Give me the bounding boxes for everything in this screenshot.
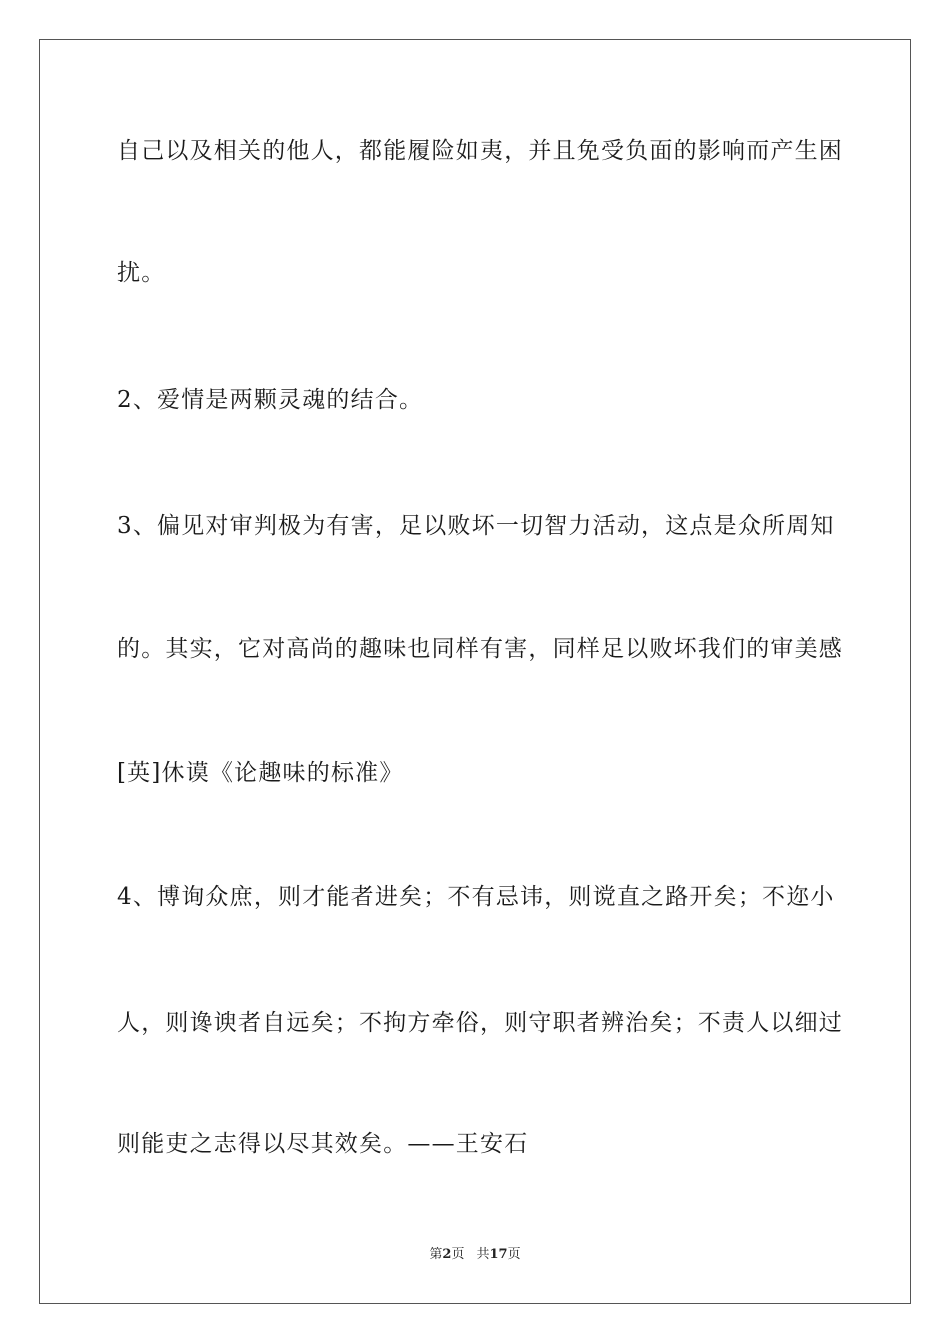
total-pages: 17: [489, 1247, 508, 1262]
text-line-9: 则能吏之志得以尽其效矣。——王安石: [117, 1131, 529, 1157]
total-prefix: 共: [476, 1247, 490, 1262]
page-number: 2: [442, 1247, 452, 1262]
text-line-8: 人，则谗谀者自远矣；不拘方牵俗，则守职者辨治矣；不责人以细过: [117, 1010, 843, 1036]
page-border: [39, 39, 911, 1304]
text-line-5: 的。其实，它对高尚的趣味也同样有害，同样足以败坏我们的审美感: [117, 636, 843, 662]
text-line-6: [英]休谟《论趣味的标准》: [117, 760, 404, 786]
text-line-1: 自己以及相关的他人，都能履险如夷，并且免受负面的影响而产生困: [117, 138, 843, 164]
page-prefix: 第: [429, 1247, 443, 1262]
text-line-7: 4、博询众庶，则才能者进矣；不有忌讳，则谠直之路开矣；不迩小: [117, 884, 835, 910]
total-suffix: 页: [507, 1247, 521, 1262]
text-line-2: 扰。: [117, 260, 166, 286]
page-suffix: 页: [451, 1247, 465, 1262]
text-line-3: 2、爱情是两颗灵魂的结合。: [117, 387, 424, 413]
text-line-4: 3、偏见对审判极为有害，足以败坏一切智力活动，这点是众所周知: [117, 513, 835, 539]
page-footer: [0, 1246, 950, 1264]
